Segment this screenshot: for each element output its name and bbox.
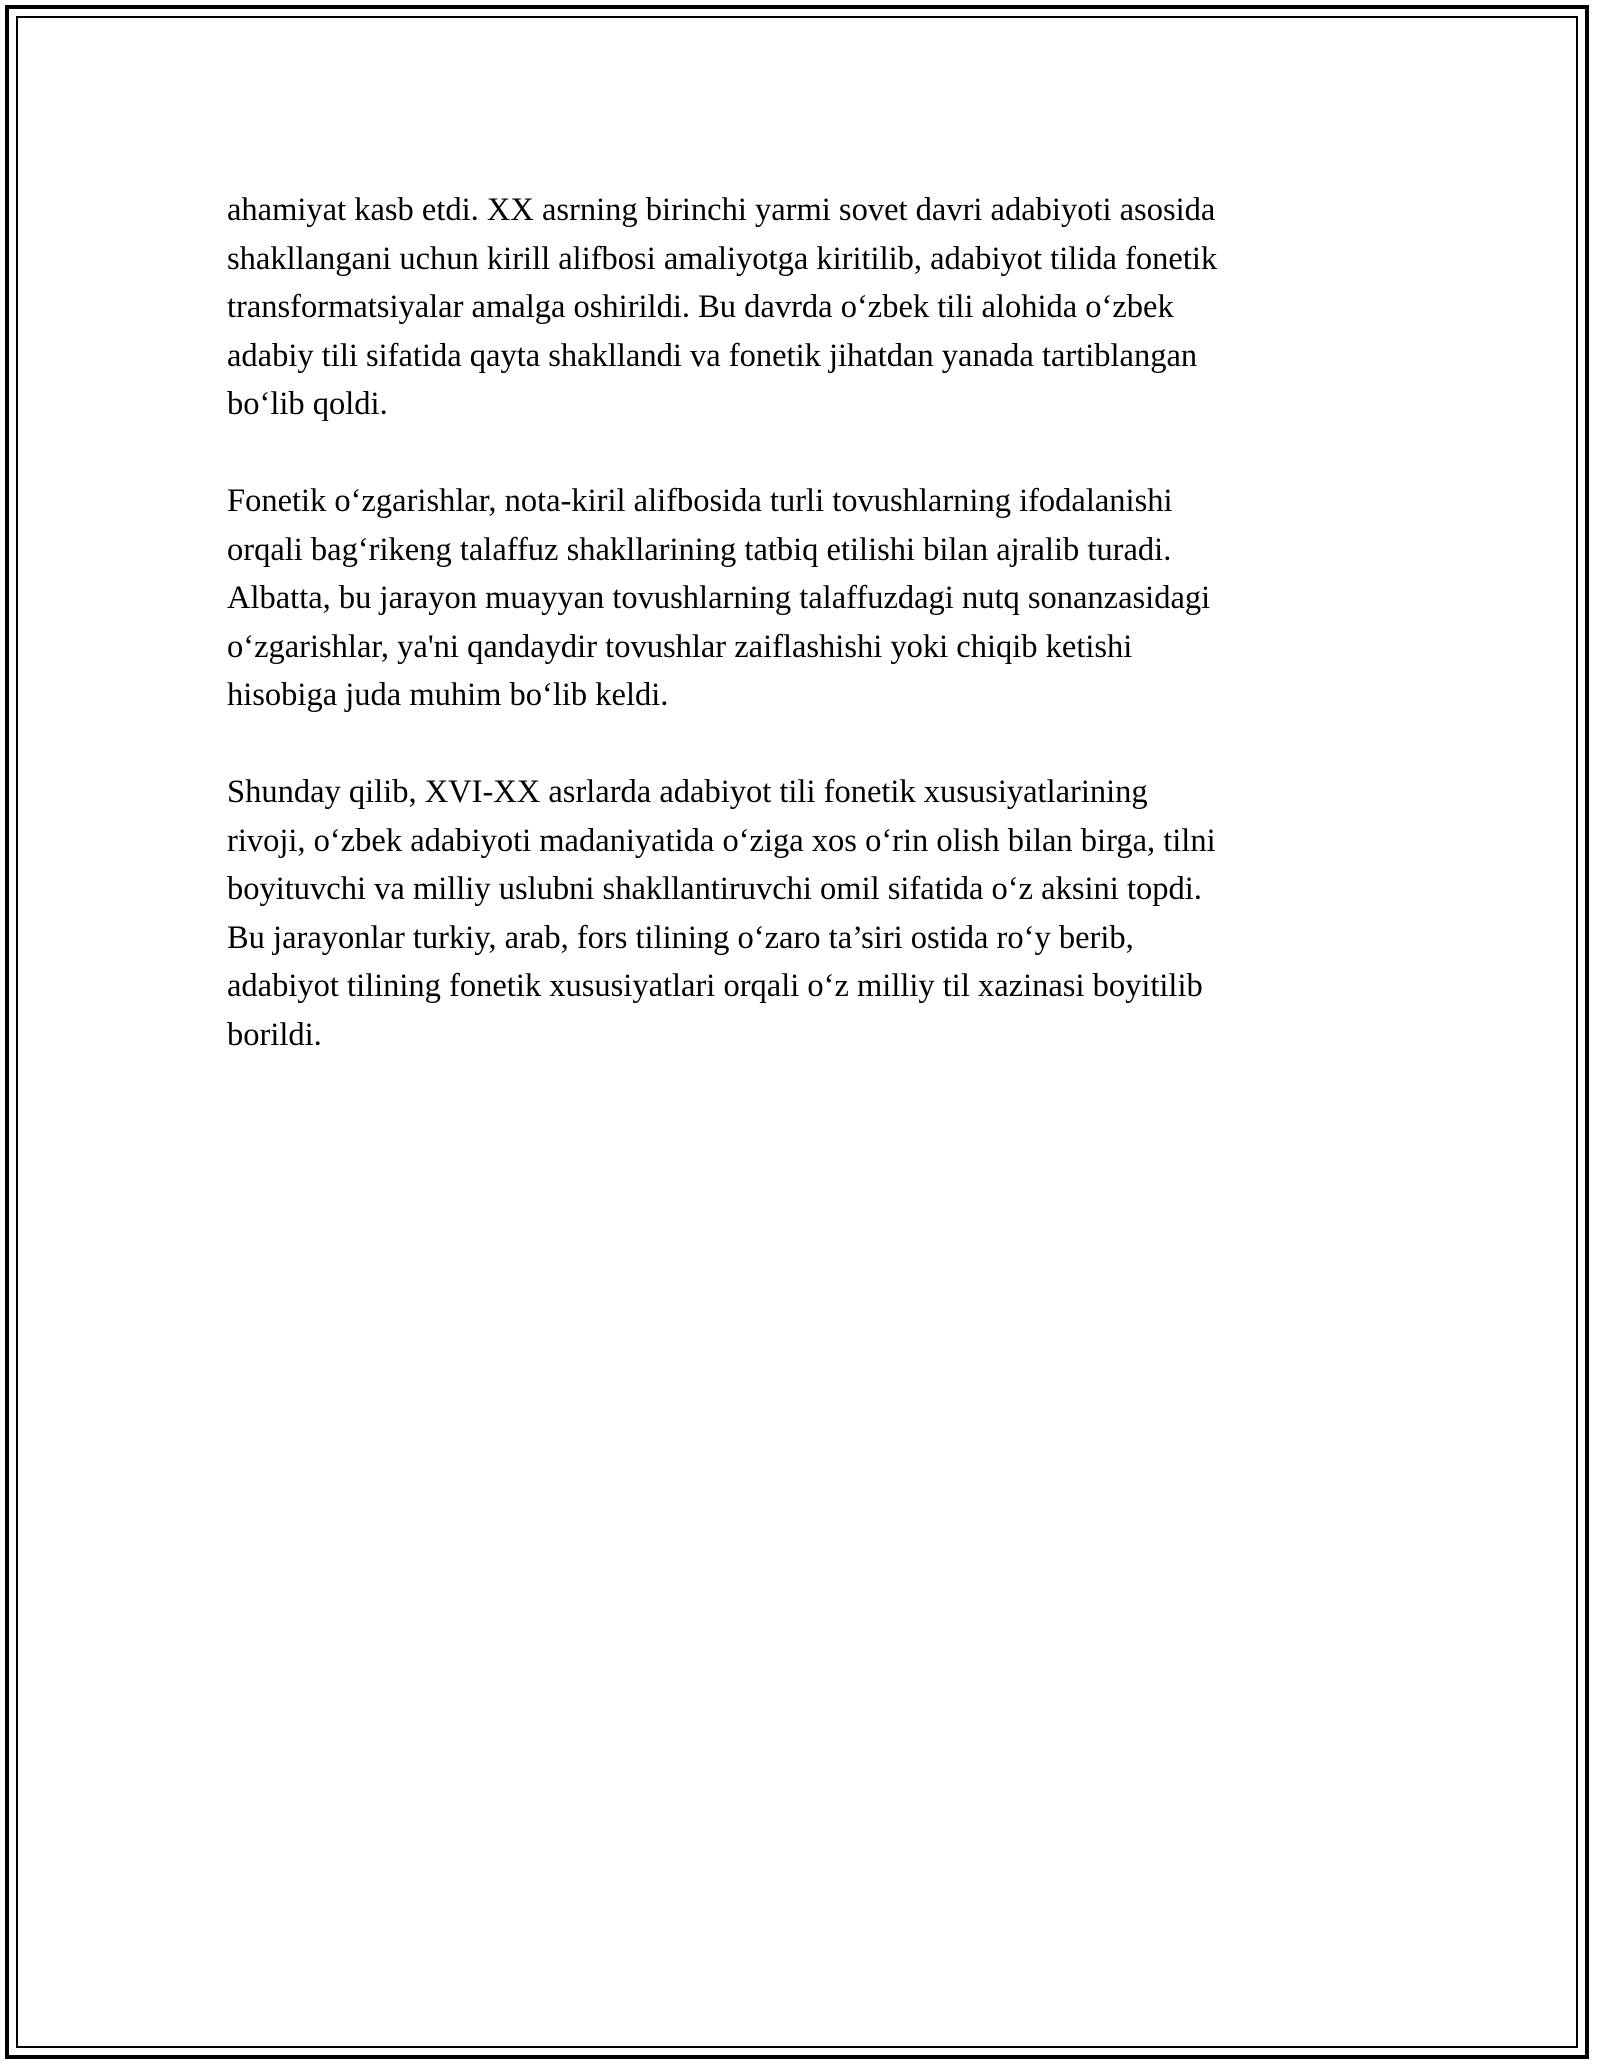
document-body — [227, 186, 1377, 1108]
paragraph: Shunday qilib, XVI-XX asrlarda adabiyot tili fonetik xususiyatlarining rivoji, o‘zbek adabiyoti madaniyatida o‘ziga xos o‘rin olish bilan birga, tilni boyituvchi va milliy uslubni shakllantiruvchi omil sifatida o‘z aksini topdi. Bu jarayonlar turkiy, arab, fors tilining o‘zaro ta’siri ostida ro‘y berib, adabiyot tilining fonetik xususiyatlari orqali o‘z milliy til xazinasi boyitilib borildi. — [227, 774, 1216, 1053]
paragraph: ahamiyat kasb etdi. XX asrning birinchi yarmi sovet davri adabiyoti asosida shakllangani uchun kirill alifbosi amaliyotga kiritilib, adabiyot tilida fonetik transformatsiyalar amalga oshirildi. Bu davrda o‘zbek tili alohida o‘zbek adabiy tili sifatida qayta shakllandi va fonetik jihatdan yanada tartiblangan bo‘lib qoldi. — [227, 192, 1218, 422]
paragraph: Fonetik o‘zgarishlar, nota-kiril alifbosida turli tovushlarning ifodalanishi orqali bag‘rikeng talaffuz shakllarining tatbiq etilishi bilan ajralib turadi. Albatta, bu jarayon muayyan tovushlarning talaffuzdagi nutq sonanzasidagi o‘zgarishlar, ya'ni qandaydir tovushlar zaiflashishi yoki chiqib ketishi hisobiga juda muhim bo‘lib keldi. — [227, 483, 1211, 713]
